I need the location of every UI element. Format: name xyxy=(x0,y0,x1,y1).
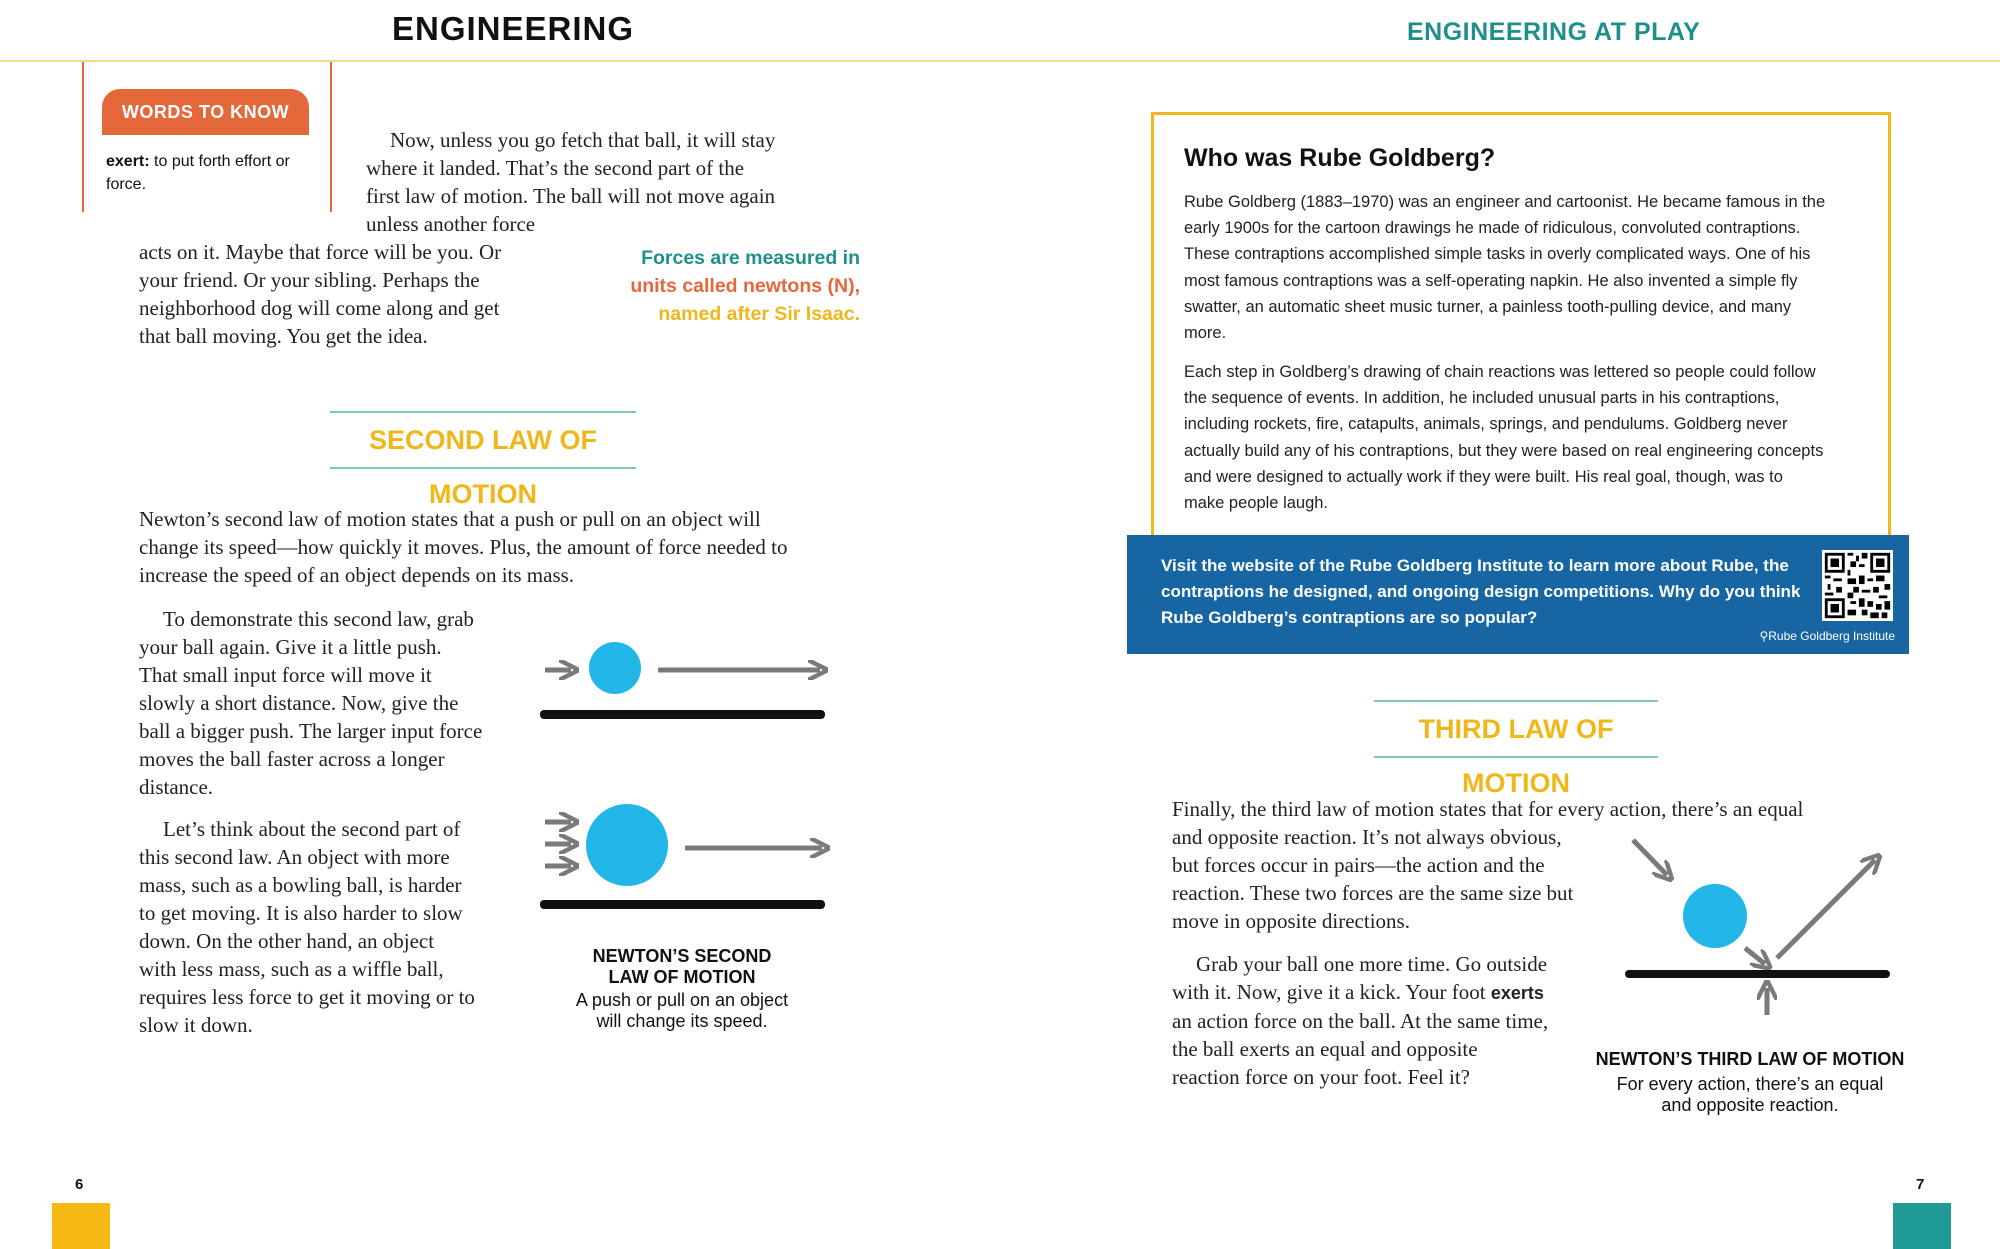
text-line: that ball moving. You get the idea. xyxy=(139,324,428,348)
text-line: neighborhood dog will come along and get xyxy=(139,296,500,320)
second-law-caption xyxy=(548,946,816,1032)
text-line: move in opposite directions. xyxy=(1172,909,1410,933)
text-line: to get moving. It is also harder to slow xyxy=(139,901,463,925)
deflect-arrow xyxy=(1745,948,1765,964)
grab-paragraph xyxy=(1172,950,1592,1091)
text-line: reaction force on your foot. Feel it? xyxy=(1172,1065,1470,1089)
text-line: more. xyxy=(1184,324,1227,343)
caption-body-line: For every action, there’s an equal xyxy=(1616,1074,1884,1094)
text-line: swatter, an automatic sheet music turner, a painless tooth-pulling device, and many xyxy=(1184,297,1792,316)
running-head-left: ENGINEERING xyxy=(392,10,635,47)
caption-title-line: LAW OF MOTION xyxy=(608,967,756,987)
running-head-right: ENGINEERING AT PLAY xyxy=(1407,18,1701,46)
text-line: To demonstrate this second law, grab xyxy=(163,607,474,631)
page-number-right: 7 xyxy=(1916,1176,1925,1193)
page-tab-left xyxy=(52,1203,110,1249)
page-number-left: 6 xyxy=(75,1176,84,1193)
rebound-arrow xyxy=(1777,860,1875,958)
caption-body-line: and opposite reaction. xyxy=(1661,1095,1839,1115)
text-line: your friend. Or your sibling. Perhaps the xyxy=(139,268,480,292)
text-line: reaction. These two forces are the same size but xyxy=(1172,881,1574,905)
text-line: contraptions he designed, and ongoing design competitions. Why do you think xyxy=(1161,582,1801,601)
small-ball xyxy=(589,642,641,694)
text-line: your ball again. Give it a little push. xyxy=(139,635,442,659)
search-icon: ⚲ xyxy=(1759,629,1769,643)
text-line: most famous contraptions was a self-operating napkin. He also invented a simple fly xyxy=(1184,271,1798,290)
box-title: Who was Rube Goldberg? xyxy=(1184,144,1496,172)
ball xyxy=(1683,884,1747,948)
text-line: an action force on the ball. At the same time, xyxy=(1172,1009,1549,1033)
text-line: first law of motion. The ball will not move again xyxy=(366,184,776,208)
glossary-definition: to put forth effort or force. xyxy=(106,153,290,193)
third-law-illustration xyxy=(1615,830,1905,1020)
text-line: That small input force will move it xyxy=(139,663,432,687)
text-line: Each step in Goldberg’s drawing of chain reactions was lettered so people could follow xyxy=(1184,363,1816,381)
large-ball xyxy=(586,804,668,886)
text-line: Now, unless you go fetch that ball, it will stay xyxy=(390,128,776,152)
words-to-know-definition xyxy=(106,150,306,196)
text-line: requires less force to get it moving or to xyxy=(139,985,475,1009)
intro-paragraph xyxy=(366,126,826,238)
third-law-caption xyxy=(1578,1049,1922,1116)
caption-body-line: will change its speed. xyxy=(596,1011,768,1031)
demonstrate-paragraph xyxy=(139,605,519,801)
text-line: These contraptions accomplished simple tasks in overly complicated ways. One of his xyxy=(1184,245,1811,264)
section-heading-third-law: THIRD LAW OF MOTION xyxy=(1374,700,1658,758)
text-line: with less mass, such as a wiffle ball, xyxy=(139,957,444,981)
ground-line xyxy=(540,710,825,719)
text-line: the ball exerts an equal and opposite xyxy=(1172,1037,1478,1061)
page-tab-right xyxy=(1893,1203,1951,1249)
text-line: slowly a short distance. Now, give the xyxy=(139,691,459,715)
section-heading-second-law: SECOND LAW OF MOTION xyxy=(330,411,636,469)
think-paragraph xyxy=(139,815,519,1039)
caption-title-line: NEWTON’S SECOND xyxy=(592,946,772,966)
callout-line: Forces are measured in xyxy=(641,247,860,269)
text-line: distance. xyxy=(139,775,214,799)
box-paragraph-2 xyxy=(1184,359,1874,516)
text-line: Newton’s second law of motion states that a push or pull on an object will xyxy=(139,507,761,531)
text-line: moves the ball faster across a longer xyxy=(139,747,445,771)
text-line: early 1900s for the cartoon drawings he made of ridiculous, convoluted contraptions. xyxy=(1184,219,1801,238)
intro-paragraph-continued xyxy=(139,238,559,350)
text-line: increase the speed of an object depends on its mass. xyxy=(139,563,575,587)
qr-code-icon[interactable] xyxy=(1822,550,1893,621)
second-law-paragraph xyxy=(139,505,859,589)
third-law-first-line: Finally, the third law of motion states that for every action, there’s an equal xyxy=(1172,797,1804,821)
text-line: make people laugh. xyxy=(1184,494,1329,513)
qr-label xyxy=(1752,629,1895,643)
text-line: down. On the other hand, an object xyxy=(139,929,435,953)
text-line: Visit the website of the Rube Goldberg Institute to learn more about Rube, the xyxy=(1161,556,1789,575)
text-line: and opposite reaction. It’s not always obvious, xyxy=(1172,825,1562,849)
callout-line: named after Sir Isaac. xyxy=(658,303,860,325)
box-paragraph-1 xyxy=(1184,189,1874,346)
text-line: Let’s think about the second part of xyxy=(163,817,461,841)
text-line: but forces occur in pairs—the action and the xyxy=(1172,853,1545,877)
ground-line xyxy=(540,900,825,909)
text-line: this second law. An object with more xyxy=(139,845,450,869)
ground-line xyxy=(1625,970,1890,978)
text-segment: with it. Now, give it a kick. Your foot xyxy=(1172,980,1491,1004)
text-line: actually build any of his contraptions, but they were based on real engineering concepts xyxy=(1184,441,1824,460)
text-line xyxy=(1172,978,1592,1007)
text-line: Rube Goldberg (1883–1970) was an engineer and cartoonist. He became famous in the xyxy=(1184,193,1826,211)
third-law-paragraph xyxy=(1172,823,1612,935)
text-line: acts on it. Maybe that force will be you. Or xyxy=(139,240,502,264)
text-line: Grab your ball one more time. Go outside xyxy=(1196,952,1548,976)
text-line: unless another force xyxy=(366,212,536,236)
text-line: Rube Goldberg’s contraptions are so popular? xyxy=(1161,608,1538,627)
callout-line: units called newtons (N), xyxy=(630,275,860,297)
caption-title: NEWTON’S THIRD LAW OF MOTION xyxy=(1595,1049,1905,1069)
caption-body-line: A push or pull on an object xyxy=(575,990,789,1010)
text-line: ball a bigger push. The larger input force xyxy=(139,719,483,743)
text-line: where it landed. That’s the second part of the xyxy=(366,156,745,180)
text-line: change its speed—how quickly it moves. Plus, the amount of force needed to xyxy=(139,535,788,559)
text-line: including rockets, fire, catapults, animals, springs, and pendulums. Goldberg never xyxy=(1184,415,1788,434)
newtons-callout xyxy=(570,244,860,328)
text-line: the sequence of events. In addition, he included unusual parts in his contraptions, xyxy=(1184,389,1780,408)
visit-website-text xyxy=(1161,553,1821,631)
text-line: and were designed to actually work if they were built. His real goal, though, was to xyxy=(1184,467,1783,486)
qr-label-text: Rube Goldberg Institute xyxy=(1768,629,1895,643)
text-line: mass, such as a bowling ball, is harder xyxy=(139,873,462,897)
glossary-term: exert: xyxy=(106,153,150,170)
words-to-know-label: WORDS TO KNOW xyxy=(102,89,309,135)
text-line: slow it down. xyxy=(139,1013,253,1037)
second-law-illustration xyxy=(530,630,840,920)
bold-term-exerts: exerts xyxy=(1490,983,1544,1003)
incoming-arrow xyxy=(1633,840,1667,875)
